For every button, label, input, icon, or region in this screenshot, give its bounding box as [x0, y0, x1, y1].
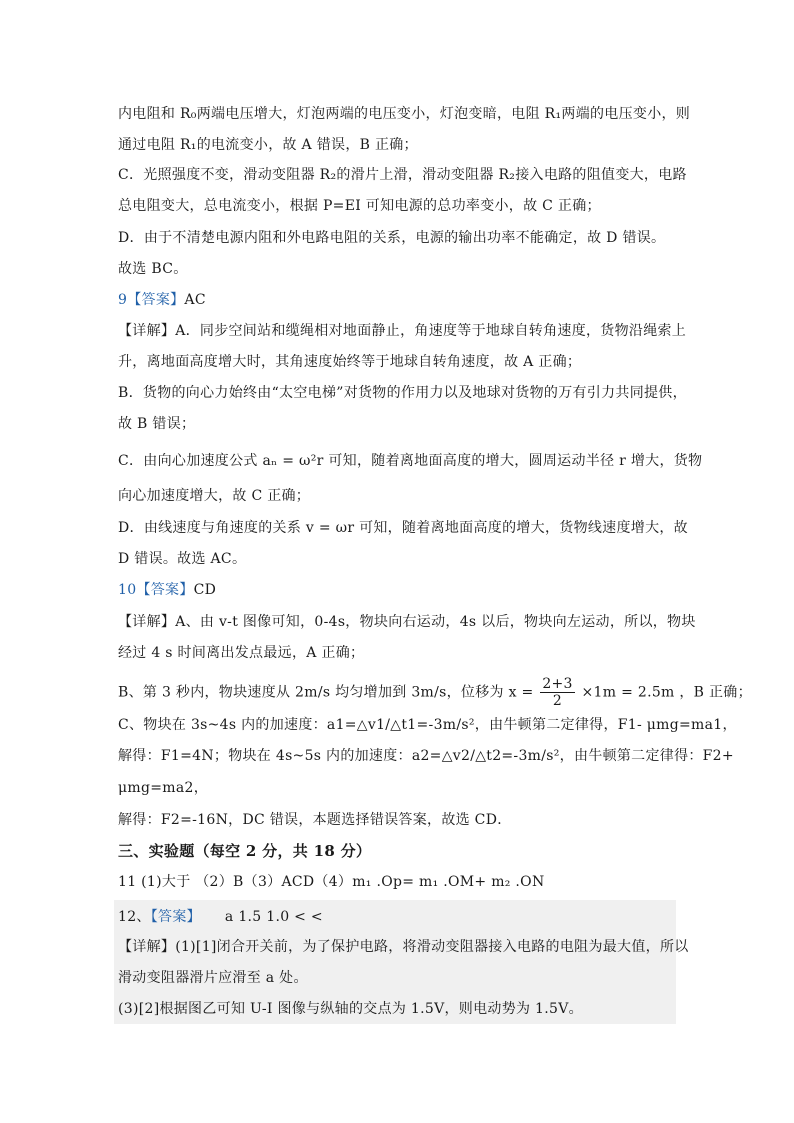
text-line: 升，离地面高度增大时，其角速度始终等于地球自转角速度，故 A 正确； — [118, 354, 582, 370]
text-line: C．由向心加速度公式 aₙ = ω²r 可知，随着离地面高度的增大，圆周运动半径 r 增大，货物 — [118, 453, 703, 469]
fraction-numerator: 2+3 — [542, 676, 573, 692]
text-line: 故 B 错误； — [118, 416, 196, 432]
formula-text: ×1m = 2.5m ，B 正确； — [581, 684, 752, 701]
text-line: (3)[2]根据图乙可知 U-I 图像与纵轴的交点为 1.5V，则电动势为 1.5V。 — [118, 1001, 583, 1017]
q9-number: 9 — [118, 292, 128, 308]
q12-number: 12、 — [118, 909, 151, 925]
formula-text: B、第 3 秒内，物块速度从 2m/s 均匀增加到 3m/s，位移为 x = — [118, 684, 534, 701]
fraction — [540, 676, 574, 709]
text-line: D．由于不清楚电源内阻和外电路电阻的关系，电源的输出功率不能确定，故 D 错误。 — [118, 230, 666, 246]
q10-answer-line — [118, 580, 216, 600]
text-line: μmg=ma2， — [118, 780, 208, 796]
q9-answer: AC — [184, 292, 206, 308]
text-line: 【详解】(1)[1]闭合开关前，为了保护电路，将滑动变阻器接入电路的电阻为最大值，所以 — [118, 939, 689, 955]
q12-answer: a 1.5 1.0 < < — [224, 909, 323, 925]
text-line: 向心加速度增大，故 C 正确； — [118, 488, 311, 504]
text-line: 经过 4 s 时间离出发点最远，A 正确； — [118, 645, 365, 661]
text-line: 通过电阻 R₁的电流变小，故 A 错误，B 正确； — [118, 137, 418, 153]
text-line: 滑动变阻器滑片应滑至 a 处。 — [118, 970, 308, 986]
text-line: 【详解】A．同步空间站和缆绳相对地面静止，角速度等于地球自转角速度，货物沿绳索上 — [118, 323, 687, 339]
text-line: 故选 BC。 — [118, 261, 188, 277]
fraction-denominator: 2 — [552, 693, 563, 709]
text-line: C、物块在 3s~4s 内的加速度：a1=△v1/△t1=-3m/s²，由牛顿第二定律得，F1- μmg=ma1， — [118, 717, 737, 733]
text-line: C．光照强度不变，滑动变阻器 R₂的滑片上滑，滑动变阻器 R₂接入电路的阻值变大，电路 — [118, 167, 687, 183]
q12-answer-line — [118, 907, 323, 927]
q9-answer-line — [118, 290, 206, 310]
text-line: 解得：F2=-16N，DC 错误，本题选择错误答案，故选 CD． — [118, 812, 512, 828]
text-line: D．由线速度与角速度的关系 v = ωr 可知，随着离地面高度的增大，货物线速度增大，故 — [118, 520, 688, 536]
q10-number: 10 — [118, 582, 137, 598]
answer-tag: 【答案】 — [150, 909, 201, 925]
answer-tag: 【答案】 — [136, 582, 194, 598]
text-line: 【详解】A、由 v-t 图像可知，0-4s，物块向右运动，4s 以后，物块向左运动，所以，物块 — [118, 614, 696, 630]
formula-line — [118, 676, 752, 709]
section-heading: 三、实验题（每空 2 分，共 18 分） — [118, 842, 372, 860]
q10-answer: CD — [193, 582, 217, 598]
text-line: 解得：F1=4N；物块在 4s~5s 内的加速度：a2=△v2/△t2=-3m/s²，由牛顿第二定律得：F2+ — [118, 748, 734, 764]
text-line: 内电阻和 R₀两端电压增大，灯泡两端的电压变小，灯泡变暗，电阻 R₁两端的电压变小，则 — [118, 106, 691, 122]
answer-tag: 【答案】 — [127, 292, 185, 308]
text-line: D 错误。故选 AC。 — [118, 551, 247, 567]
q11-answer-line: 11 (1)大于 （2）B（3）ACD（4）m₁ .Op= m₁ .OM+ m₂ .ON — [118, 874, 545, 890]
text-line: B．货物的向心力始终由“太空电梯”对货物的作用力以及地球对货物的万有引力共同提供， — [118, 385, 687, 401]
text-line: 总电阻变大，总电流变小，根据 P=EI 可知电源的总功率变小，故 C 正确； — [118, 198, 601, 214]
